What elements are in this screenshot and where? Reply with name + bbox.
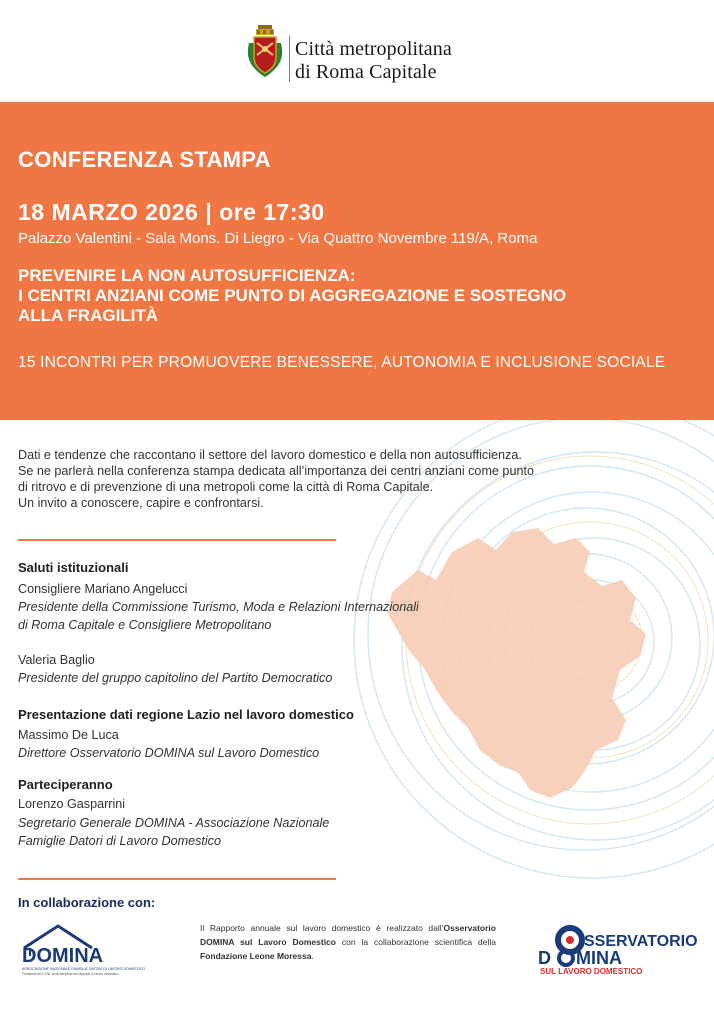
speaker-role-line: Presidente della Commissione Turismo, Moda e Relazioni Internazionali [18, 600, 419, 614]
event-title [18, 266, 708, 326]
svg-text:D: D [538, 948, 551, 968]
event-type: CONFERENZA STAMPA [18, 147, 271, 172]
event-subtitle: 15 INCONTRI PER PROMUOVERE BENESSERE, AUTONOMIA E INCLUSIONE SOCIALE [18, 354, 666, 371]
event-title-line3: ALLA FRAGILITÀ [18, 306, 159, 325]
speaker-name: Consigliere Mariano Angelucci [18, 582, 188, 596]
lazio-region-shape [388, 528, 646, 798]
roma-crest-icon [245, 25, 285, 79]
intro-line: Se ne parlerà nella conferenza stampa dedicata all’importanza dei centri anziani come punto [18, 464, 534, 478]
intro-line: Un invito a conoscere, capire e confrontarsi. [18, 496, 264, 510]
domina-logo [18, 922, 150, 980]
speaker-role [18, 814, 329, 850]
collaboration-heading: In collaborazione con: [18, 895, 156, 910]
speaker-role: Direttore Osservatorio DOMINA sul Lavoro Domestico [18, 746, 320, 760]
speaker-role-line: Segretario Generale DOMINA - Associazione Nazionale [18, 816, 330, 830]
speaker-role-line: Famiglie Datori di Lavoro Domestico [18, 834, 221, 848]
greetings-heading: Saluti istituzionali [18, 560, 129, 575]
org-name-line2: di Roma Capitale [295, 61, 437, 83]
org-name-line1: Città metropolitana [295, 38, 452, 60]
intro-line: di ritrovo e di prevenzione di una metropoli come la città di Roma Capitale. [18, 480, 434, 494]
osservatorio-domina-logo [536, 924, 706, 978]
speaker-role [18, 598, 419, 634]
event-title-line1: PREVENIRE LA NON AUTOSUFFICIENZA: [18, 266, 356, 285]
speaker-name: Lorenzo Gasparrini [18, 797, 126, 811]
section-divider [18, 878, 336, 880]
intro-line: Dati e tendenze che raccontano il settore del lavoro domestico e della non autosufficienza. [18, 448, 522, 462]
event-title-line2: I CENTRI ANZIANI COME PUNTO DI AGGREGAZIONE E SOSTEGNO [18, 286, 567, 305]
domina-logo-tagline: ASSOCIAZIONE NAZIONALE FAMIGLIE DATORI DI LAVORO DOMESTICO [22, 967, 146, 971]
speaker-name: Valeria Baglio [18, 653, 95, 667]
participants-heading: Parteciperanno [18, 777, 113, 792]
speaker-name: Massimo De Luca [18, 728, 119, 742]
presentation-heading: Presentazione dati regione Lazio nel lavoro domestico [18, 707, 354, 722]
event-venue: Palazzo Valentini - Sala Mons. Di Liegro - Via Quattro Novembre 119/A, Roma [18, 230, 538, 247]
intro-text [18, 447, 638, 511]
osserv-logo-mid: MINA [576, 948, 622, 968]
domina-logo-subtagline: Firmataria del CCNL sulla disciplina del rapporto di lavoro domestico [22, 972, 119, 976]
osserv-logo-top: SSERVATORIO [584, 933, 698, 950]
speaker-role-line: di Roma Capitale e Consigliere Metropolitano [18, 618, 272, 632]
header-divider [289, 36, 290, 82]
header [0, 0, 714, 102]
speaker-role: Presidente del gruppo capitolino del Partito Democratico [18, 671, 333, 685]
domina-logo-text: DOMINA [22, 945, 104, 967]
event-date: 18 MARZO 2026 | ore 17:30 [18, 199, 325, 225]
report-note: Il Rapporto annuale sul lavoro domestico è realizzato dall’Osservatorio DOMINA sul Lavoro Domestico con la collaborazione scientifica della Fondazione Leone Moressa. [200, 923, 496, 961]
event-banner [0, 102, 714, 420]
section-divider [18, 539, 336, 541]
osserv-logo-bottom: SUL LAVORO DOMESTICO [540, 967, 643, 976]
